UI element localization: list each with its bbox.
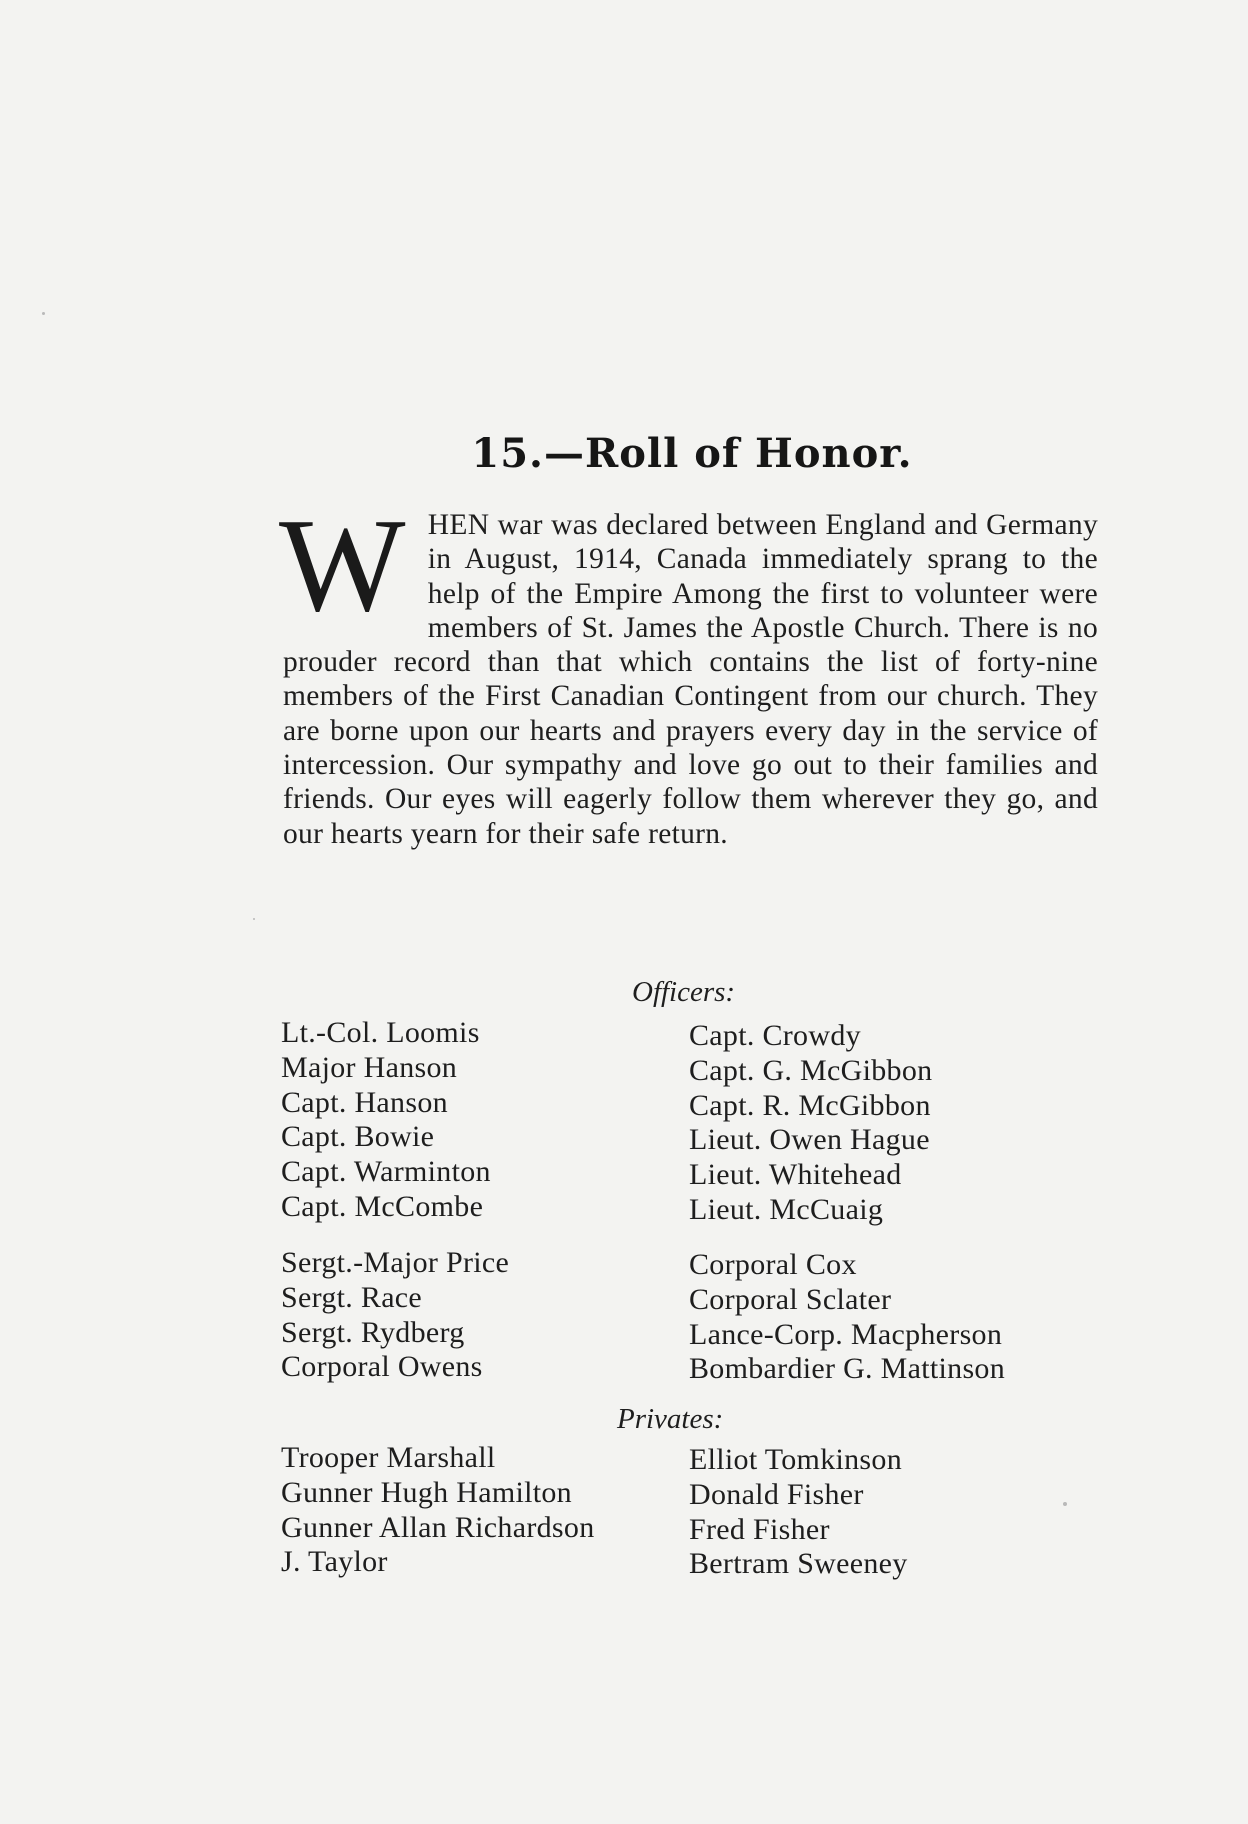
list-item: Sergt.-Major Price <box>281 1246 510 1279</box>
list-item: Lt.-Col. Loomis <box>281 1016 480 1049</box>
list-item: Lieut. McCuaig <box>689 1192 884 1226</box>
page-heading: 15.—Roll of Honor. <box>471 430 913 477</box>
list-item: Sergt. Race <box>281 1280 423 1314</box>
officers-title: Officers: <box>632 976 736 1008</box>
list-item: Capt. McCombe <box>281 1189 484 1223</box>
ncos-left-column <box>281 1246 509 1385</box>
list-item: Lieut. Whitehead <box>689 1158 902 1192</box>
officers-left-column <box>281 1016 491 1225</box>
list-item: Capt. Warminton <box>281 1155 491 1189</box>
paper-speck <box>253 918 255 920</box>
intro-paragraph <box>279 491 1098 851</box>
officers-right-column <box>689 1019 932 1228</box>
list-item: Corporal Sclater <box>689 1282 892 1316</box>
privates-left-column <box>281 1441 595 1580</box>
list-item: Capt. Bowie <box>281 1120 435 1154</box>
list-item: Lieut. Owen Hague <box>689 1123 930 1157</box>
list-item: Lance-Corp. Macpherson <box>689 1317 1003 1351</box>
list-item: Corporal Cox <box>689 1248 857 1281</box>
list-item: Corporal Owens <box>281 1350 483 1384</box>
privates-right-column <box>689 1443 908 1582</box>
drop-cap: W <box>279 491 406 639</box>
list-item: Capt. Hanson <box>281 1085 448 1119</box>
list-item: Fred Fisher <box>689 1512 830 1546</box>
privates-title: Privates: <box>617 1403 724 1435</box>
list-item: Capt. R. McGibbon <box>689 1088 931 1122</box>
list-item: Gunner Hugh Hamilton <box>281 1475 572 1509</box>
list-item: Capt. G. McGibbon <box>689 1053 933 1087</box>
list-item: Sergt. Rydberg <box>281 1315 465 1349</box>
list-item: Bertram Sweeney <box>689 1547 908 1581</box>
ncos-right-column <box>689 1248 1005 1387</box>
paper-speck <box>1063 1502 1067 1506</box>
list-item: Gunner Allan Richardson <box>281 1510 595 1544</box>
list-item: Trooper Marshall <box>281 1441 496 1474</box>
list-item: J. Taylor <box>281 1545 388 1579</box>
paper-speck <box>42 312 45 315</box>
list-item: Donald Fisher <box>689 1477 864 1511</box>
list-item: Capt. Crowdy <box>689 1019 861 1052</box>
list-item: Elliot Tomkinson <box>689 1443 902 1476</box>
list-item: Major Hanson <box>281 1050 458 1084</box>
list-item: Bombardier G. Mattinson <box>689 1352 1006 1386</box>
intro-text: HEN war was declared between England and Germany in August, 1914, Canada immediately sprang to the help of the Empire Among the first to volunteer were members of St. James the Apostle Church. There is no prouder record than that which contains the list of forty-nine members of the First Canadian Contingent from our church. They are borne upon our hearts and prayers every day in the service of intercession. Our sympathy and love go out to their families and friends. Our eyes will eagerly follow them wherever they go, and our hearts yearn for their safe return. <box>283 509 1098 850</box>
